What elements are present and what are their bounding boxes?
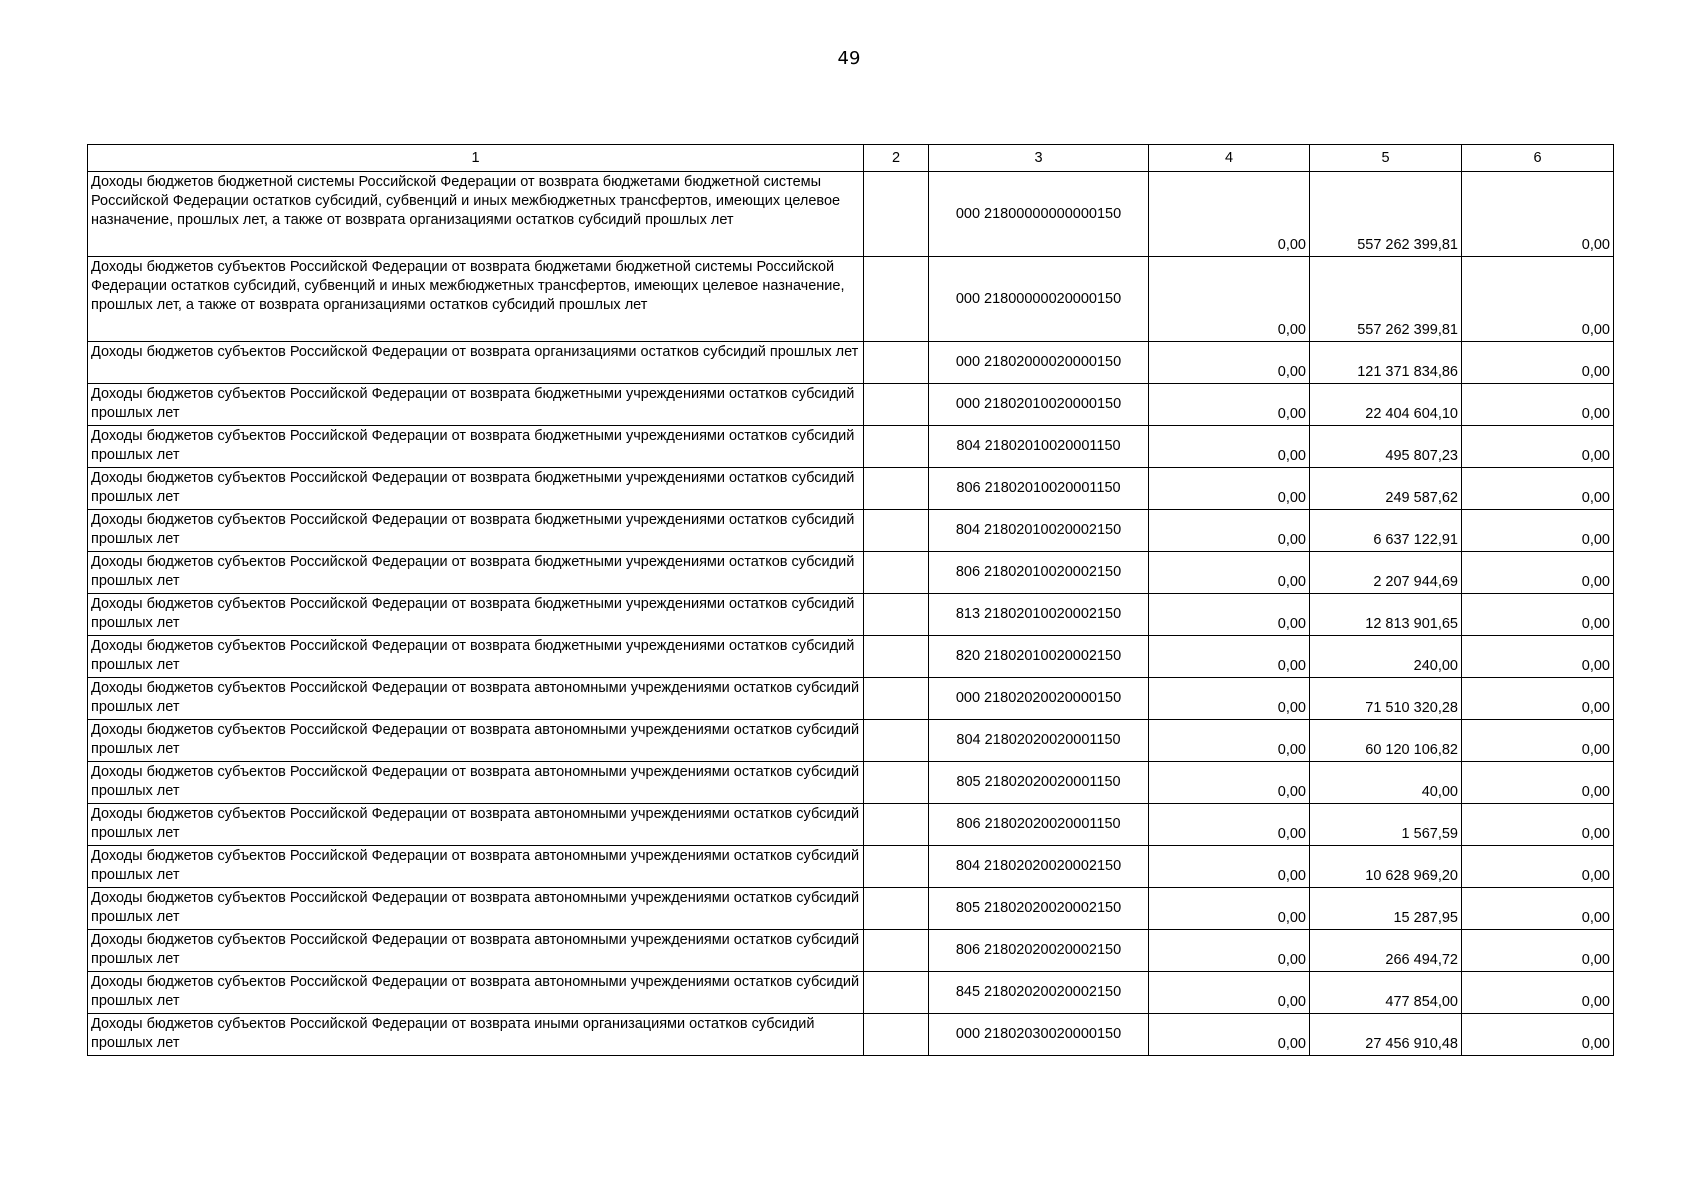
- row-col2-cell: [864, 762, 929, 804]
- row-col4-cell: 0,00: [1149, 384, 1310, 426]
- row-col2-cell: [864, 972, 929, 1014]
- row-col6-cell: 0,00: [1462, 720, 1614, 762]
- table-row: [88, 804, 1614, 846]
- row-col2-cell: [864, 384, 929, 426]
- column-number-header-row: [88, 145, 1614, 172]
- row-col4-cell: 0,00: [1149, 426, 1310, 468]
- row-col2-cell: [864, 257, 929, 342]
- table-row: [88, 552, 1614, 594]
- row-name-cell: Доходы бюджетов субъектов Российской Федерации от возврата автономными учреждениями остатков субсидий прошлых лет: [88, 804, 864, 846]
- row-amount-cell: 12 813 901,65: [1310, 594, 1462, 636]
- row-name-cell: Доходы бюджетов субъектов Российской Федерации от возврата бюджетными учреждениями остатков субсидий прошлых лет: [88, 594, 864, 636]
- row-code-cell: 000 21802020020000150: [929, 678, 1149, 720]
- row-name-cell: Доходы бюджетов субъектов Российской Федерации от возврата автономными учреждениями остатков субсидий прошлых лет: [88, 762, 864, 804]
- row-amount-cell: 495 807,23: [1310, 426, 1462, 468]
- row-name-cell: Доходы бюджетов субъектов Российской Федерации от возврата организациями остатков субсидий прошлых лет: [88, 342, 864, 384]
- row-code-cell: 000 21800000000000150: [929, 172, 1149, 257]
- row-col6-cell: 0,00: [1462, 257, 1614, 342]
- row-amount-cell: 27 456 910,48: [1310, 1014, 1462, 1056]
- header-col-3: 3: [929, 145, 1149, 172]
- row-code-cell: 806 21802020020001150: [929, 804, 1149, 846]
- table-row: [88, 426, 1614, 468]
- table-row: [88, 172, 1614, 257]
- row-code-cell: 806 21802010020001150: [929, 468, 1149, 510]
- row-code-cell: 806 21802010020002150: [929, 552, 1149, 594]
- row-col2-cell: [864, 552, 929, 594]
- row-col2-cell: [864, 510, 929, 552]
- row-amount-cell: 121 371 834,86: [1310, 342, 1462, 384]
- row-col6-cell: 0,00: [1462, 384, 1614, 426]
- row-amount-cell: 557 262 399,81: [1310, 257, 1462, 342]
- row-name-cell: Доходы бюджетов субъектов Российской Федерации от возврата бюджетными учреждениями остатков субсидий прошлых лет: [88, 384, 864, 426]
- row-col6-cell: 0,00: [1462, 172, 1614, 257]
- row-code-cell: 000 21800000020000150: [929, 257, 1149, 342]
- row-name-cell: Доходы бюджетов субъектов Российской Федерации от возврата иными организациями остатков субсидий прошлых лет: [88, 1014, 864, 1056]
- header-col-6: 6: [1462, 145, 1614, 172]
- table-row: [88, 762, 1614, 804]
- table-row: [88, 888, 1614, 930]
- row-amount-cell: 15 287,95: [1310, 888, 1462, 930]
- row-code-cell: 000 21802030020000150: [929, 1014, 1149, 1056]
- row-code-cell: 000 21802000020000150: [929, 342, 1149, 384]
- table-row: [88, 972, 1614, 1014]
- page-number: 49: [837, 48, 861, 69]
- table-row: [88, 594, 1614, 636]
- row-col6-cell: 0,00: [1462, 846, 1614, 888]
- row-col4-cell: 0,00: [1149, 846, 1310, 888]
- row-code-cell: 804 21802010020002150: [929, 510, 1149, 552]
- row-col6-cell: 0,00: [1462, 762, 1614, 804]
- table-row: [88, 510, 1614, 552]
- table-row: [88, 342, 1614, 384]
- row-col6-cell: 0,00: [1462, 888, 1614, 930]
- header-col-2: 2: [864, 145, 929, 172]
- row-col2-cell: [864, 930, 929, 972]
- row-col6-cell: 0,00: [1462, 510, 1614, 552]
- row-col2-cell: [864, 1014, 929, 1056]
- row-amount-cell: 249 587,62: [1310, 468, 1462, 510]
- table-row: [88, 678, 1614, 720]
- row-name-cell: Доходы бюджетов субъектов Российской Федерации от возврата бюджетными учреждениями остатков субсидий прошлых лет: [88, 552, 864, 594]
- row-name-cell: Доходы бюджетов субъектов Российской Федерации от возврата бюджетами бюджетной системы Российской Федерации остатков субсидий, субвенций и иных межбюджетных трансфертов, имеющих целевое назначение, прошлых лет, а также от возврата организациями остатков субсидий прошлых лет: [88, 257, 864, 342]
- table-row: [88, 636, 1614, 678]
- row-col2-cell: [864, 172, 929, 257]
- row-col4-cell: 0,00: [1149, 342, 1310, 384]
- row-name-cell: Доходы бюджетов субъектов Российской Федерации от возврата бюджетными учреждениями остатков субсидий прошлых лет: [88, 636, 864, 678]
- row-col6-cell: 0,00: [1462, 972, 1614, 1014]
- row-col4-cell: 0,00: [1149, 552, 1310, 594]
- row-amount-cell: 10 628 969,20: [1310, 846, 1462, 888]
- row-col6-cell: 0,00: [1462, 468, 1614, 510]
- row-amount-cell: 477 854,00: [1310, 972, 1462, 1014]
- row-code-cell: 804 21802020020001150: [929, 720, 1149, 762]
- row-amount-cell: 40,00: [1310, 762, 1462, 804]
- header-col-5: 5: [1310, 145, 1462, 172]
- row-col6-cell: 0,00: [1462, 930, 1614, 972]
- table-row: [88, 1014, 1614, 1056]
- row-col2-cell: [864, 888, 929, 930]
- row-amount-cell: 557 262 399,81: [1310, 172, 1462, 257]
- row-code-cell: 806 21802020020002150: [929, 930, 1149, 972]
- row-col2-cell: [864, 468, 929, 510]
- row-col6-cell: 0,00: [1462, 1014, 1614, 1056]
- row-col4-cell: 0,00: [1149, 804, 1310, 846]
- row-col4-cell: 0,00: [1149, 888, 1310, 930]
- row-amount-cell: 266 494,72: [1310, 930, 1462, 972]
- table-row: [88, 257, 1614, 342]
- row-col4-cell: 0,00: [1149, 594, 1310, 636]
- row-col6-cell: 0,00: [1462, 342, 1614, 384]
- row-amount-cell: 71 510 320,28: [1310, 678, 1462, 720]
- table-row: [88, 384, 1614, 426]
- row-name-cell: Доходы бюджетов субъектов Российской Федерации от возврата автономными учреждениями остатков субсидий прошлых лет: [88, 930, 864, 972]
- row-col2-cell: [864, 594, 929, 636]
- row-col2-cell: [864, 804, 929, 846]
- row-name-cell: Доходы бюджетов бюджетной системы Российской Федерации от возврата бюджетами бюджетной системы Российской Федерации остатков субсидий, субвенций и иных межбюджетных трансфертов, имеющих целевое назначение, прошлых лет, а также от возврата организациями остатков субсидий прошлых лет: [88, 172, 864, 257]
- row-code-cell: 805 21802020020001150: [929, 762, 1149, 804]
- row-col2-cell: [864, 678, 929, 720]
- row-col4-cell: 0,00: [1149, 172, 1310, 257]
- row-col4-cell: 0,00: [1149, 468, 1310, 510]
- row-code-cell: 845 21802020020002150: [929, 972, 1149, 1014]
- row-col2-cell: [864, 426, 929, 468]
- row-col6-cell: 0,00: [1462, 636, 1614, 678]
- row-col4-cell: 0,00: [1149, 972, 1310, 1014]
- row-amount-cell: 60 120 106,82: [1310, 720, 1462, 762]
- row-col6-cell: 0,00: [1462, 678, 1614, 720]
- row-col2-cell: [864, 720, 929, 762]
- row-code-cell: 805 21802020020002150: [929, 888, 1149, 930]
- row-col4-cell: 0,00: [1149, 636, 1310, 678]
- row-col4-cell: 0,00: [1149, 510, 1310, 552]
- table-row: [88, 930, 1614, 972]
- row-col2-cell: [864, 846, 929, 888]
- row-name-cell: Доходы бюджетов субъектов Российской Федерации от возврата автономными учреждениями остатков субсидий прошлых лет: [88, 678, 864, 720]
- row-name-cell: Доходы бюджетов субъектов Российской Федерации от возврата автономными учреждениями остатков субсидий прошлых лет: [88, 888, 864, 930]
- revenue-table: [87, 144, 1614, 1056]
- row-col4-cell: 0,00: [1149, 720, 1310, 762]
- row-col2-cell: [864, 342, 929, 384]
- row-col4-cell: 0,00: [1149, 678, 1310, 720]
- row-amount-cell: 1 567,59: [1310, 804, 1462, 846]
- row-amount-cell: 6 637 122,91: [1310, 510, 1462, 552]
- header-col-1: 1: [88, 145, 864, 172]
- row-name-cell: Доходы бюджетов субъектов Российской Федерации от возврата автономными учреждениями остатков субсидий прошлых лет: [88, 972, 864, 1014]
- table-row: [88, 468, 1614, 510]
- row-col6-cell: 0,00: [1462, 426, 1614, 468]
- table-row: [88, 846, 1614, 888]
- row-code-cell: 820 21802010020002150: [929, 636, 1149, 678]
- row-code-cell: 813 21802010020002150: [929, 594, 1149, 636]
- row-col4-cell: 0,00: [1149, 257, 1310, 342]
- table-row: [88, 720, 1614, 762]
- row-amount-cell: 22 404 604,10: [1310, 384, 1462, 426]
- row-name-cell: Доходы бюджетов субъектов Российской Федерации от возврата автономными учреждениями остатков субсидий прошлых лет: [88, 846, 864, 888]
- row-name-cell: Доходы бюджетов субъектов Российской Федерации от возврата бюджетными учреждениями остатков субсидий прошлых лет: [88, 468, 864, 510]
- row-col4-cell: 0,00: [1149, 762, 1310, 804]
- row-col6-cell: 0,00: [1462, 552, 1614, 594]
- row-name-cell: Доходы бюджетов субъектов Российской Федерации от возврата бюджетными учреждениями остатков субсидий прошлых лет: [88, 510, 864, 552]
- header-col-4: 4: [1149, 145, 1310, 172]
- row-code-cell: 804 21802020020002150: [929, 846, 1149, 888]
- row-col4-cell: 0,00: [1149, 1014, 1310, 1056]
- row-amount-cell: 240,00: [1310, 636, 1462, 678]
- row-amount-cell: 2 207 944,69: [1310, 552, 1462, 594]
- row-name-cell: Доходы бюджетов субъектов Российской Федерации от возврата автономными учреждениями остатков субсидий прошлых лет: [88, 720, 864, 762]
- row-code-cell: 000 21802010020000150: [929, 384, 1149, 426]
- row-col2-cell: [864, 636, 929, 678]
- row-col4-cell: 0,00: [1149, 930, 1310, 972]
- row-col6-cell: 0,00: [1462, 594, 1614, 636]
- row-name-cell: Доходы бюджетов субъектов Российской Федерации от возврата бюджетными учреждениями остатков субсидий прошлых лет: [88, 426, 864, 468]
- row-col6-cell: 0,00: [1462, 804, 1614, 846]
- row-code-cell: 804 21802010020001150: [929, 426, 1149, 468]
